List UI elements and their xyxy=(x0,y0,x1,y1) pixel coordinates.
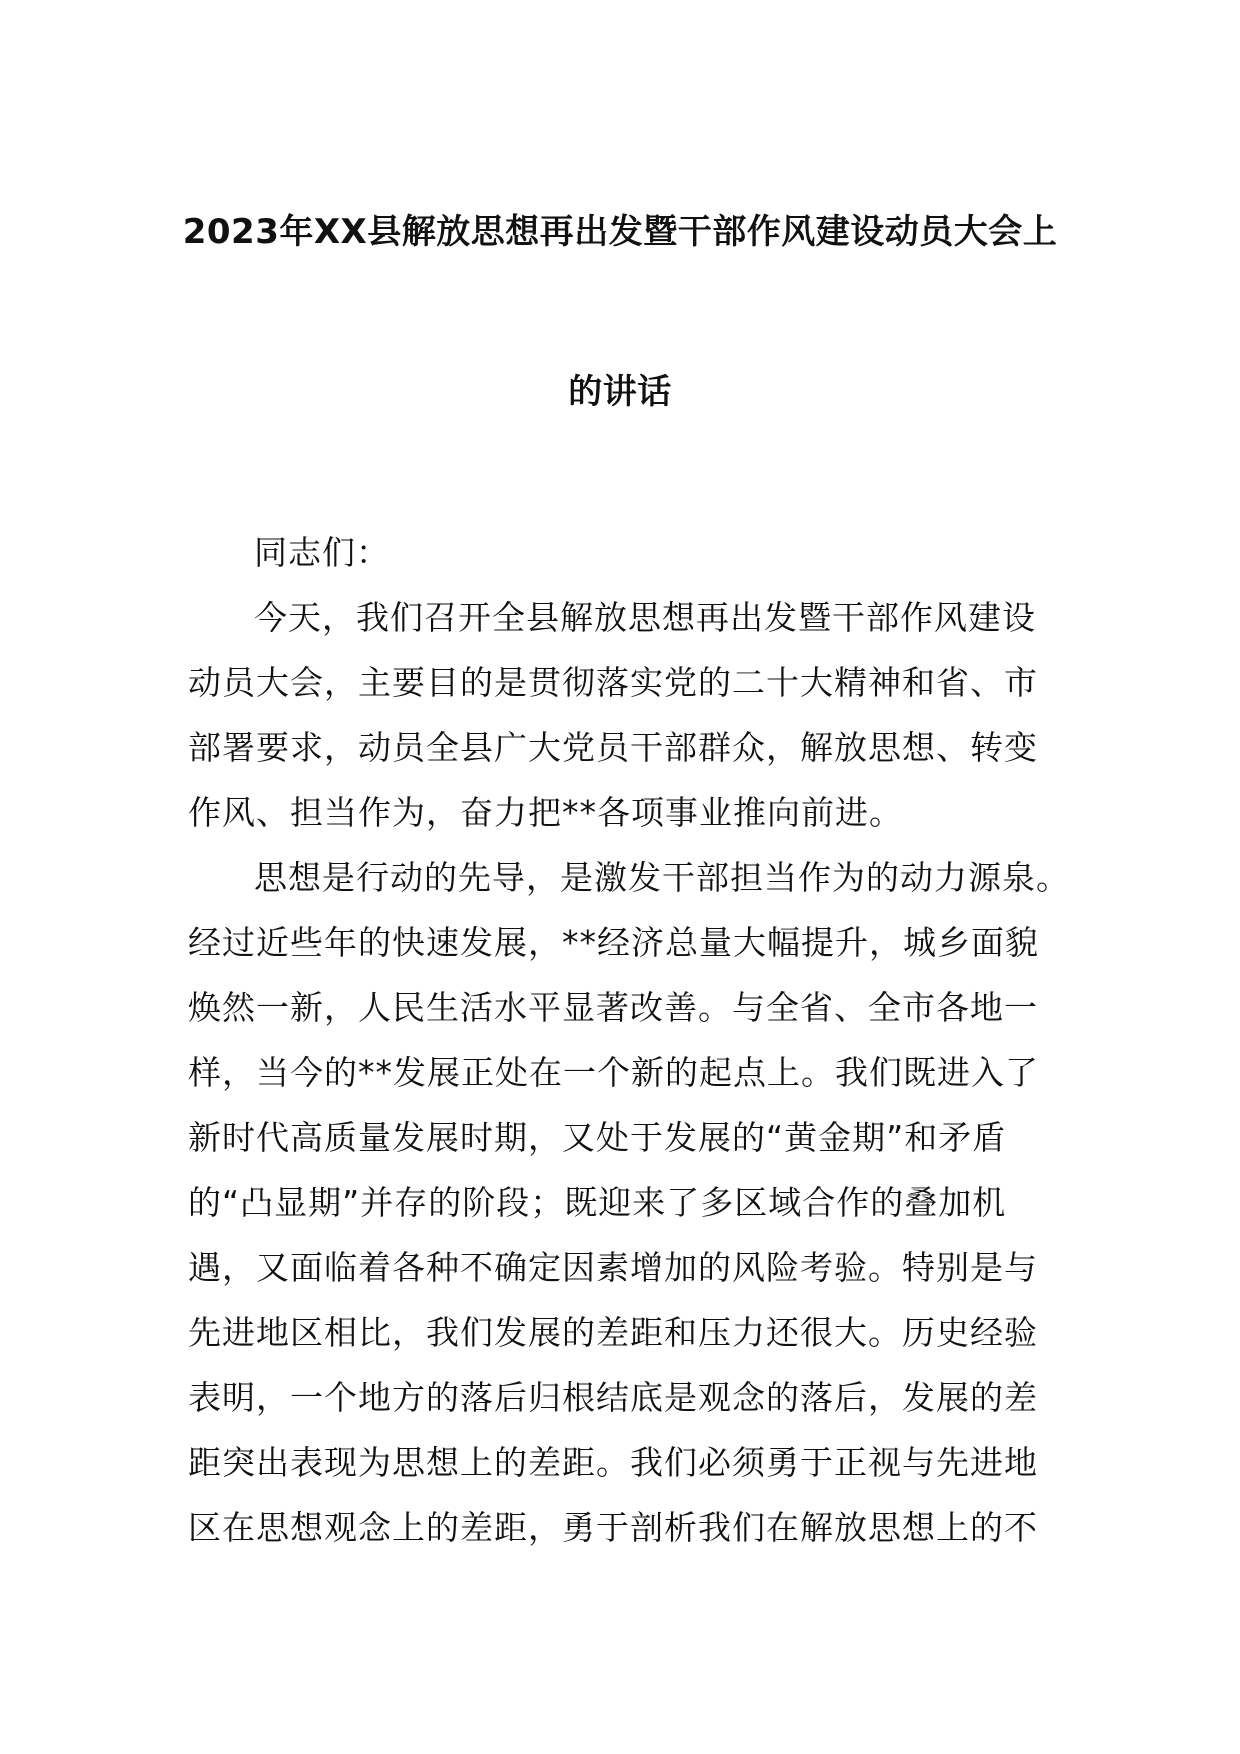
paragraph-2 xyxy=(188,845,1068,1560)
document-title-line-1: 2023年XX县解放思想再出发暨干部作风建设动员大会上 xyxy=(182,212,1058,252)
paragraph-2-line: 区在思想观念上的差距，勇于剖析我们在解放思想上的不 xyxy=(188,1508,1038,1547)
document-title-line-2: 的讲话 xyxy=(568,372,672,412)
paragraph-2-line: 先进地区相比，我们发展的差距和压力还很大。历史经验 xyxy=(188,1313,1038,1352)
paragraph-2-line: 样，当今的**发展正处在一个新的起点上。我们既进入了 xyxy=(188,1053,1039,1092)
paragraph-2-line: 遇，又面临着各种不确定因素增加的风险考验。特别是与 xyxy=(188,1248,1038,1287)
paragraph-2-line: 距突出表现为思想上的差距。我们必须勇于正视与先进地 xyxy=(188,1443,1038,1482)
paragraph-2-line: 表明，一个地方的落后归根结底是观念的落后，发展的差 xyxy=(188,1378,1038,1417)
paragraph-2-line: 焕然一新，人民生活水平显著改善。与全省、全市各地一 xyxy=(188,988,1038,1027)
paragraph-1-line: 作风、担当作为，奋力把**各项事业推向前进。 xyxy=(188,793,903,832)
salutation: 同志们： xyxy=(254,533,390,572)
paragraph-1 xyxy=(188,585,1068,845)
paragraph-2-line: 的“凸显期”并存的阶段；既迎来了多区域合作的叠加机 xyxy=(188,1183,1007,1222)
paragraph-1-line: 动员大会，主要目的是贯彻落实党的二十大精神和省、市 xyxy=(188,663,1038,702)
paragraph-1-line: 今天，我们召开全县解放思想再出发暨干部作风建设 xyxy=(254,598,1036,637)
paragraph-2-line: 经过近些年的快速发展，**经济总量大幅提升，城乡面貌 xyxy=(188,923,1039,962)
paragraph-2-line: 新时代高质量发展时期，又处于发展的“黄金期”和矛盾 xyxy=(188,1118,1007,1157)
paragraph-1-line: 部署要求，动员全县广大党员干部群众，解放思想、转变 xyxy=(188,728,1038,767)
paragraph-2-line: 思想是行动的先导，是激发干部担当作为的动力源泉。 xyxy=(254,858,1070,897)
